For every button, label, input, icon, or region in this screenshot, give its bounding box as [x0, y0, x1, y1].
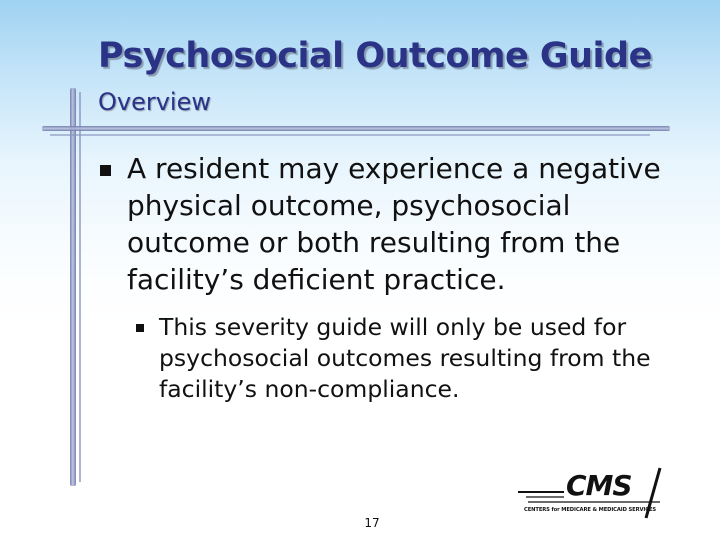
logo-wordmark: CMS	[566, 469, 632, 502]
slide-subtitle: Overview	[98, 88, 211, 116]
cms-logo	[510, 462, 680, 520]
bullet-item	[100, 150, 685, 298]
horizontal-rule	[42, 126, 670, 131]
logo-tagline: CENTERS for MEDICARE & MEDICAID SERVICES	[524, 507, 657, 513]
sub-bullet-text: This severity guide will only be used for psychosocial outcomes resulting from the facility’s non-compliance.	[159, 313, 651, 403]
bullet-text: A resident may experience a negative physical outcome, psychosocial outcome or both resulting from the facility’s deficient practice.	[127, 152, 661, 296]
square-bullet-icon	[100, 165, 111, 176]
slide-title: Psychosocial Outcome Guide	[98, 36, 652, 76]
horizontal-rule-thin	[50, 134, 650, 136]
square-bullet-icon	[136, 324, 144, 332]
vertical-rule	[70, 88, 76, 486]
page-number: 17	[364, 516, 380, 530]
vertical-rule-thin	[79, 92, 81, 482]
sub-bullet-item	[136, 312, 681, 405]
